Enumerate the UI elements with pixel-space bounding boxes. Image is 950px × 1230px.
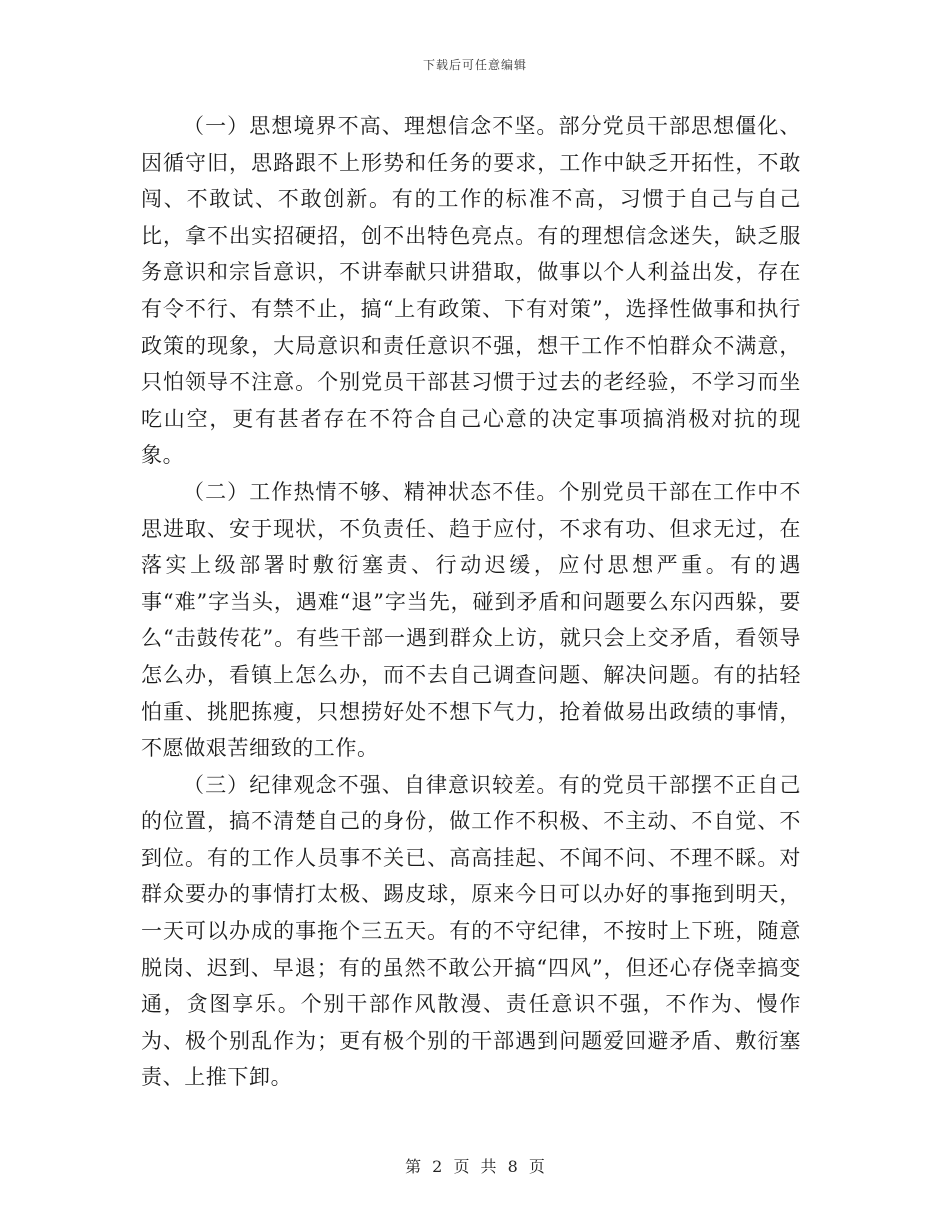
page-footer: 第 2 页 共 8 页: [405, 1157, 545, 1176]
page-header: 下载后可任意编辑: [422, 58, 527, 72]
paragraph-1: （一）思想境界不高、理想信念不坚。部分党员干部思想僵化、因循守旧，思路跟不上形势和任务的要求，工作中缺乏开拓性，不敢闯、不敢试、不敢创新。有的工作的标准不高，习惯于自己与自己比，拿不出实招硬招，创不出特色亮点。有的理想信念迷失，缺乏服务意识和宗旨意识，不讲奉献只讲猎取，做事以个人利益出发，存在有令不行、有禁不止，搞“上有政策、下有对策”，选择性做事和执行政策的现象，大局意识和责任意识不强，想干工作不怕群众不满意，只怕领导不注意。个别党员干部甚习惯于过去的老经验，不学习而坐吃山空，更有甚者存在不符合自己心意的决定事项搞消极对抗的现象。: [141, 114, 801, 468]
paragraph-2: （二）工作热情不够、精神状态不佳。个别党员干部在工作中不思进取、安于现状，不负责任、趋于应付，不求有功、但求无过，在落实上级部署时敷衍塞责、行动迟缓，应付思想严重。有的遇事“难”字当头，遇难“退”字当先，碰到矛盾和问题要么东闪西躲，要么“击鼓传花”。有些干部一遇到群众上访，就只会上交矛盾，看领导怎么办，看镇上怎么办，而不去自己调查问题、解决问题。有的拈轻怕重、挑肥拣瘦，只想捞好处不想下气力，抢着做易出政绩的事情，不愿做艰苦细致的工作。: [141, 479, 801, 761]
document-body: [141, 108, 801, 1096]
paragraph-3: （三）纪律观念不强、自律意识较差。有的党员干部摆不正自己的位置，搞不清楚自己的身份，做工作不积极、不主动、不自觉、不到位。有的工作人员事不关已、高高挂起、不闻不问、不理不睬。对群众要办的事情打太极、踢皮球，原来今日可以办好的事拖到明天，一天可以办成的事拖个三五天。有的不守纪律，不按时上下班，随意脱岗、迟到、早退；有的虽然不敢公开搞“四风”，但还心存侥幸搞变通，贪图享乐。个别干部作风散漫、责任意识不强，不作为、慢作为、极个别乱作为；更有极个别的干部遇到问题爱回避矛盾、敷衍塞责、上推下卸。: [141, 772, 801, 1090]
